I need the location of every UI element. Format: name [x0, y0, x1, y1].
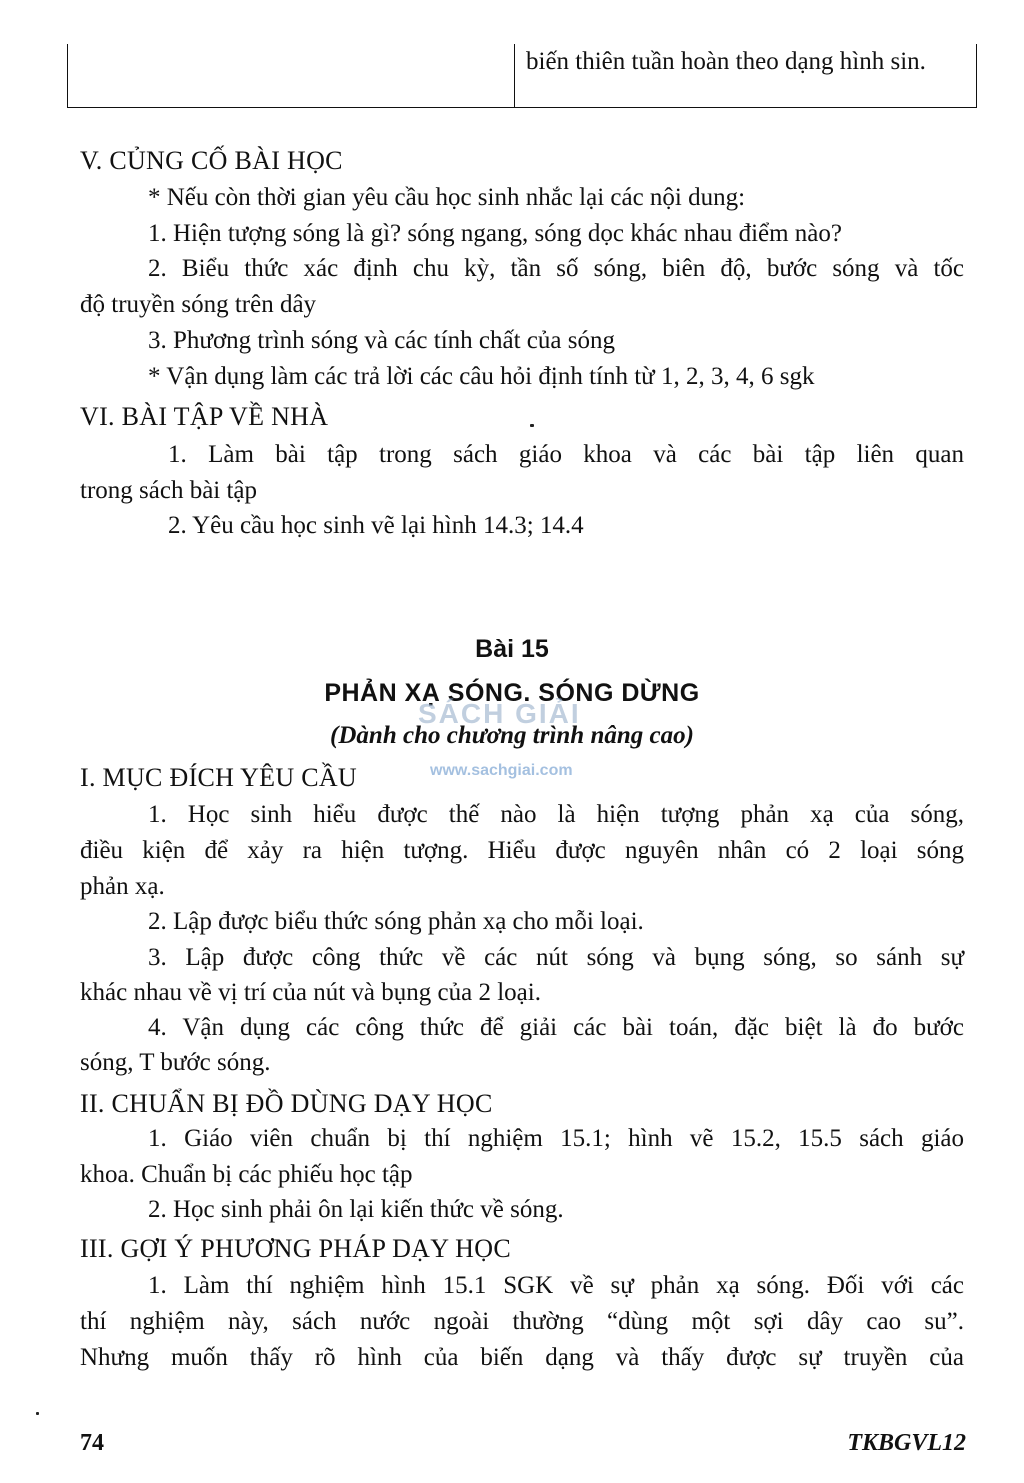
- paragraph-line: 2. Yêu cầu học sinh vẽ lại hình 14.3; 14.4: [168, 512, 584, 539]
- section-heading-v: V. CỦNG CỐ BÀI HỌC: [80, 146, 343, 175]
- page-number: 74: [80, 1430, 104, 1456]
- paragraph-line: độ truyền sóng trên dây: [80, 291, 317, 318]
- paragraph-line: 2. Học sinh phải ôn lại kiến thức về sóng.: [148, 1196, 564, 1223]
- book-code: TKBGVL12: [847, 1430, 966, 1456]
- paragraph-line: 1. Học sinh hiểu được thế nào là hiện tượng phản xạ của sóng,: [148, 801, 964, 828]
- paragraph-line: * Vận dụng làm các trả lời các câu hỏi định tính từ 1, 2, 3, 4, 6 sgk: [148, 363, 815, 390]
- paragraph-line: 1. Làm bài tập trong sách giáo khoa và các bài tập liên quan: [168, 441, 964, 468]
- section-heading-iii: III. GỢI Ý PHƯƠNG PHÁP DẠY HỌC: [80, 1234, 511, 1263]
- table-fragment: [67, 44, 977, 108]
- paragraph-line: 2. Biểu thức xác định chu kỳ, tần số sóng, biên độ, bước sóng và tốc: [148, 255, 964, 282]
- section-heading-vi: VI. BÀI TẬP VỀ NHÀ: [80, 402, 329, 431]
- paragraph-line: khoa. Chuẩn bị các phiếu học tập: [80, 1161, 413, 1188]
- stray-mark: [530, 424, 534, 427]
- paragraph-line: sóng, T bước sóng.: [80, 1049, 271, 1076]
- watermark-url: www.sachgiai.com: [430, 762, 573, 779]
- paragraph-line: phản xạ.: [80, 873, 165, 900]
- section-heading-ii: II. CHUẨN BỊ ĐỒ DÙNG DẠY HỌC: [80, 1089, 493, 1118]
- paragraph-line: 1. Giáo viên chuẩn bị thí nghiệm 15.1; hình vẽ 15.2, 15.5 sách giáo: [148, 1125, 964, 1152]
- stray-mark: [36, 1412, 39, 1415]
- paragraph-line: trong sách bài tập: [80, 477, 258, 504]
- paragraph-line: 2. Lập được biểu thức sóng phản xạ cho mỗi loại.: [148, 908, 644, 935]
- paragraph-line: thí nghiệm này, sách nước ngoài thường “dùng một sợi dây cao su”.: [80, 1308, 964, 1335]
- lesson-subtitle: (Dành cho chương trình nâng cao): [330, 722, 694, 749]
- section-heading-i: I. MỤC ĐÍCH YÊU CẦU: [80, 763, 358, 792]
- paragraph-line: khác nhau về vị trí của nút và bụng của 2 loại.: [80, 979, 541, 1006]
- table-cell-text: biến thiên tuần hoàn theo dạng hình sin.: [526, 48, 926, 75]
- table-column-divider: [514, 44, 515, 107]
- paragraph-line: 1. Hiện tượng sóng là gì? sóng ngang, sóng dọc khác nhau điểm nào?: [148, 220, 842, 247]
- lesson-title: PHẢN XẠ SÓNG. SÓNG DỪNG: [324, 679, 700, 707]
- paragraph-line: điều kiện để xảy ra hiện tượng. Hiểu được nguyên nhân có 2 loại sóng: [80, 837, 964, 864]
- paragraph-line: 3. Lập được công thức về các nút sóng và bụng sóng, so sánh sự: [148, 944, 964, 971]
- paragraph-line: Nhưng muốn thấy rõ hình của biến dạng và thấy được sự truyền của: [80, 1344, 964, 1371]
- paragraph-line: 3. Phương trình sóng và các tính chất của sóng: [148, 327, 615, 354]
- watermark-logo-text: SÁCH GIẢI: [418, 698, 581, 729]
- paragraph-line: * Nếu còn thời gian yêu cầu học sinh nhắc lại các nội dung:: [148, 184, 746, 211]
- paragraph-line: 4. Vận dụng các công thức để giải các bài toán, đặc biệt là đo bước: [148, 1014, 964, 1041]
- paragraph-line: 1. Làm thí nghiệm hình 15.1 SGK về sự phản xạ sóng. Đối với các: [148, 1272, 964, 1299]
- lesson-number: Bài 15: [475, 635, 549, 663]
